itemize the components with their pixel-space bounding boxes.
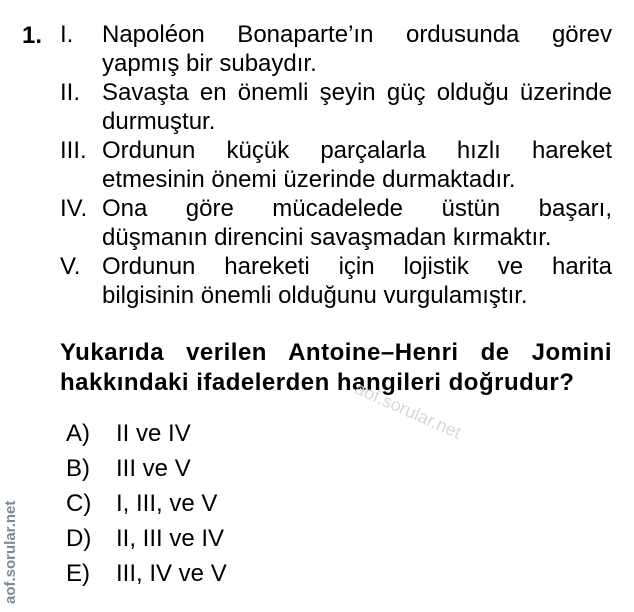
statement-1	[60, 20, 612, 78]
option-value: III ve V	[116, 455, 191, 482]
statement-line: yapmış bir subaydır.	[102, 50, 317, 77]
prompt-line: hakkındaki ifadelerden hangileri doğrudur?	[60, 369, 575, 396]
option-value: I, III, ve V	[116, 490, 218, 517]
option-value: II ve IV	[116, 420, 191, 447]
statement-numeral: V.	[60, 253, 81, 280]
option-letter: B)	[66, 455, 90, 482]
statement-2	[60, 78, 612, 136]
statement-numeral: IV.	[60, 195, 88, 222]
question-prompt	[60, 338, 612, 398]
statement-line: etmesinin önemi üzerinde durmaktadır.	[102, 166, 516, 193]
statement-line: Ona göre mücadelede üstün başarı,	[102, 195, 612, 222]
statement-line: düşmanın direncini savaşmadan kırmaktır.	[102, 224, 552, 251]
statement-4	[60, 194, 612, 252]
statement-line: Ordunun küçük parçalarla hızlı hareket	[102, 137, 612, 164]
statement-line: durmuştur.	[102, 108, 216, 135]
statement-3	[60, 136, 612, 194]
statement-line: bilgisinin önemli olduğunu vurgulamıştır.	[102, 282, 528, 309]
watermark-diagonal: aof.sorular.net	[351, 378, 465, 443]
option-letter: D)	[66, 525, 92, 552]
option-value: III, IV ve V	[116, 560, 227, 587]
statement-numeral: I.	[60, 21, 74, 48]
statement-numeral: II.	[60, 79, 81, 106]
option-letter: E)	[66, 560, 90, 587]
watermark-side: aof.sorular.net	[2, 500, 19, 604]
option-value: II, III ve IV	[116, 525, 225, 552]
statement-5	[60, 252, 612, 310]
statement-line: Ordunun hareketi için lojistik ve harita	[102, 253, 612, 280]
prompt-line: Yukarıda verilen Antoine–Henri de Jomini	[60, 339, 612, 366]
statement-numeral: III.	[60, 137, 87, 164]
question-number: 1.	[22, 22, 43, 49]
option-letter: A)	[66, 420, 90, 447]
statement-line: Napoléon Bonaparte’ın ordusunda görev	[102, 21, 612, 48]
statement-line: Savaşta en önemli şeyin güç olduğu üzerinde	[102, 79, 612, 106]
option-letter: C)	[66, 490, 92, 517]
